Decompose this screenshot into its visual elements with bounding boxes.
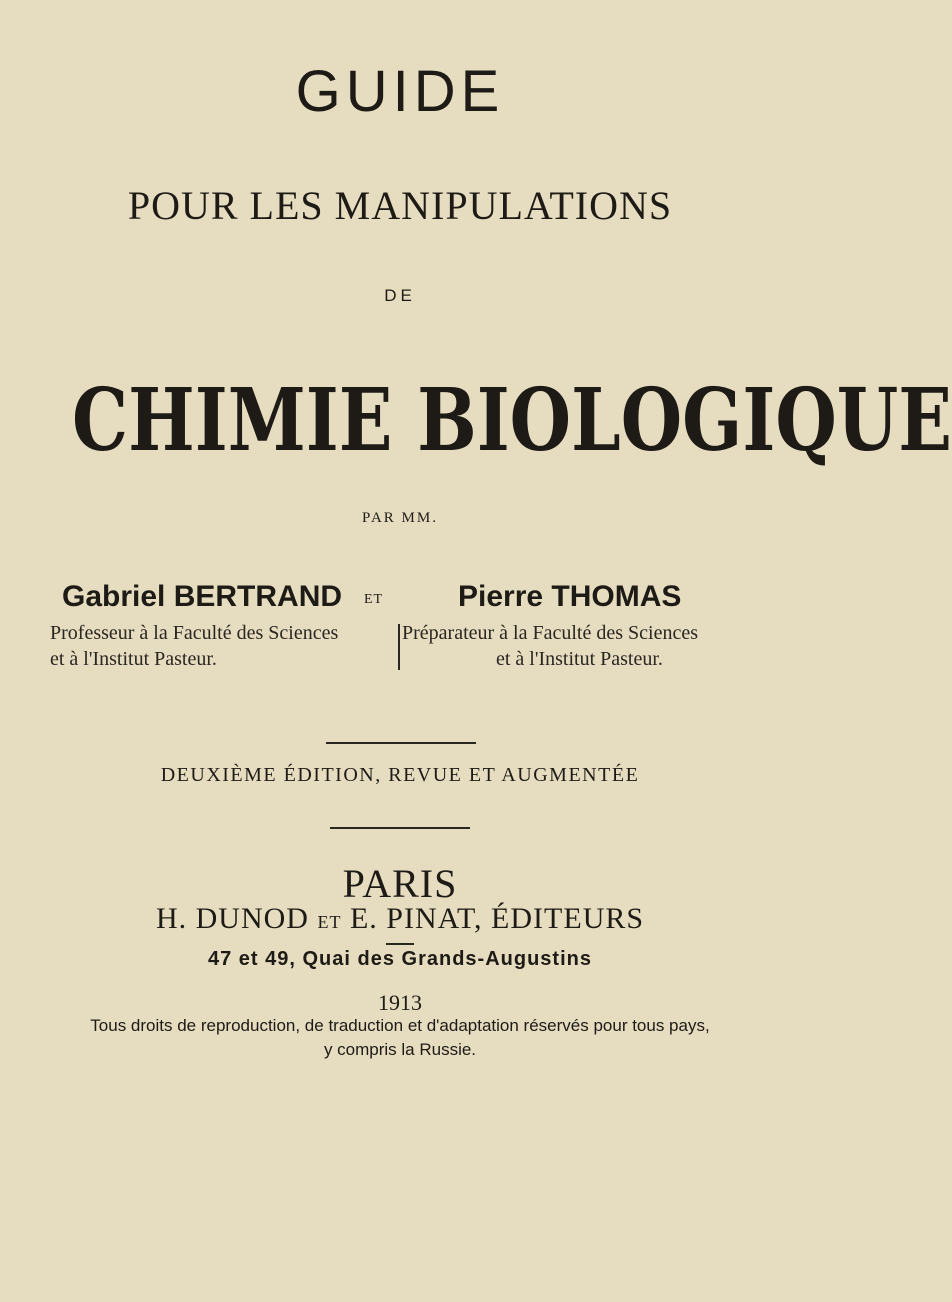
author-2-affiliation-line-2: et à l'Institut Pasteur.: [496, 648, 663, 670]
rule-middle: [330, 827, 470, 829]
publisher-name-2: E. PINAT, ÉDITEURS: [349, 902, 645, 935]
connector: DE: [384, 286, 416, 305]
author-divider: [398, 624, 400, 670]
main-title: CHIMIE BIOLOGIQUE: [72, 370, 952, 471]
rights-line-1: Tous droits de reproduction, de traduction et d'adaptation réservés pour tous pays,: [90, 1016, 710, 1035]
year: 1913: [378, 990, 422, 1015]
publisher-name-1: H. DUNOD: [155, 902, 309, 935]
publisher-address: 47 et 49, Quai des Grands-Augustins: [208, 948, 592, 970]
and-word: ET: [364, 592, 384, 607]
rule-top: [326, 742, 476, 744]
subtitle: POUR LES MANIPULATIONS: [127, 183, 673, 228]
author-1-affiliation-line-2: et à l'Institut Pasteur.: [50, 648, 217, 670]
author-2-name: Pierre THOMAS: [458, 580, 682, 613]
publisher-and: ET: [317, 912, 342, 932]
rights-line-2: y compris la Russie.: [323, 1040, 477, 1059]
rule-short: [386, 943, 414, 945]
author-1-affiliation-line-1: Professeur à la Faculté des Sciences: [50, 622, 339, 644]
author-2-affiliation-line-1: Préparateur à la Faculté des Sciences: [402, 622, 698, 644]
title: GUIDE: [295, 59, 505, 124]
author-1-name: Gabriel BERTRAND: [62, 580, 343, 613]
edition: DEUXIÈME ÉDITION, REVUE ET AUGMENTÉE: [160, 764, 640, 786]
by-line: PAR MM.: [362, 510, 438, 526]
city: PARIS: [342, 861, 458, 906]
publisher: [0, 902, 800, 936]
